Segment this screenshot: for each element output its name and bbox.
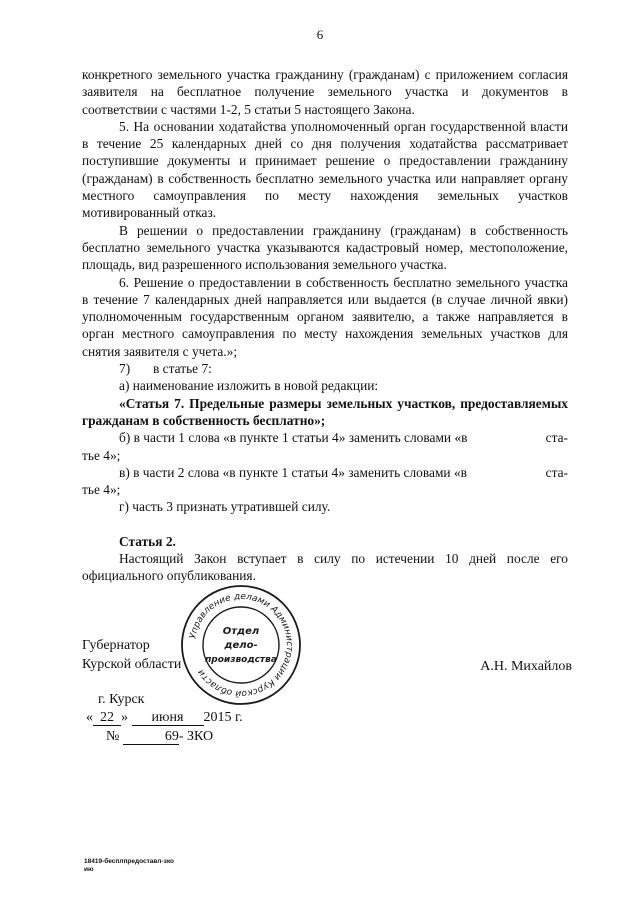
signing-date — [86, 708, 243, 727]
date-close-quote: » — [121, 710, 128, 725]
paragraph-6: 6. Решение о предоставлении в собственность бесплатно земельного участка в течение 7 календарных дней направляется или выдается (в случае личной явки) уполномоченным государственным органом заявителю, а также направляется в орган местного самоуправления по месту нахождения земельных участков для снятия заявителя с учета.»; — [82, 274, 568, 359]
footer-code-line2: ию — [84, 866, 94, 873]
subitem-a: а) наименование изложить в новой редакции: — [119, 378, 379, 394]
article-2-title: Статья 2. — [119, 533, 176, 549]
paragraph-decision-content: В решении о предоставлении гражданину (гражданам) в собственность бесплатно земельного участка указываются кадастровый номер, местоположение, площадь, вид разрешенного использования земельного участка. — [82, 222, 568, 273]
page-number: 6 — [316, 27, 324, 42]
subitem-c-hyphen: ста- — [545, 464, 568, 480]
item-7-text: в статье 7: — [153, 361, 212, 377]
paragraph-continuation: конкретного земельного участка гражданину (гражданам) с приложением согласия заявителя на бесплатное получение земельного участка и документов в соответствии с частями 1-2, 5 статьи 5 настоящего Закона. — [82, 67, 568, 117]
paragraph-5: 5. На основании ходатайства уполномоченный орган государственной власти в течение 25 календарных дней со дня получения ходатайства рассматривает поступившие документы и принимает решение о предоставлении гражданину (гражданам) в собственность бесплатно земельного участка или направляет органу местного самоуправления по месту нахождения земельных участков мотивированный отказ. — [82, 118, 568, 221]
item-7-number: 7) — [119, 361, 131, 377]
number-suffix: - ЗКО — [178, 729, 214, 744]
subitem-c-continuation: тье 4»; — [82, 482, 121, 498]
subitem-b-text: б) в части 1 слова «в пункте 1 статьи 4» заменить словами «в — [119, 430, 468, 446]
item-7 — [82, 360, 568, 377]
subitem-b-line — [82, 429, 568, 446]
date-open-quote: « — [86, 710, 93, 725]
stamp-center-line2: дело- — [224, 640, 258, 651]
stamp-center-line1: Отдел — [222, 626, 260, 637]
place-of-signing: г. Курск — [98, 692, 145, 707]
signatory-name: А.Н. Михайлов — [480, 659, 572, 674]
signatory-position-line2: Курской области — [82, 657, 182, 672]
date-day: 22 — [93, 710, 121, 726]
date-month: июня — [132, 710, 204, 726]
stamp-center-line3: производства — [205, 655, 277, 665]
law-text-body — [82, 66, 568, 585]
date-year: 2015 г. — [203, 710, 243, 725]
subitem-b-continuation: тье 4»; — [82, 447, 121, 463]
number-prefix: № — [106, 729, 120, 744]
article-7-new-title: «Статья 7. Предельные размеры земельных участков, предоставляемых гражданам в собственность бесплатно»; — [82, 395, 568, 428]
stamp-ring-text: Управление делами Администрации Курской области — [188, 591, 295, 699]
footer-code-line1: 18419-бесплпредоставл-зко — [84, 858, 174, 865]
subitem-c-line — [82, 464, 568, 481]
article-2-text: Настоящий Закон вступает в силу по истечении 10 дней после его официального опубликования. — [82, 551, 568, 584]
law-number — [106, 727, 213, 746]
footer-file-code — [84, 858, 214, 874]
number-value: 69 — [123, 729, 179, 745]
subitem-g: г) часть 3 признать утратившей силу. — [119, 499, 331, 515]
subitem-b-hyphen: ста- — [545, 430, 568, 446]
office-stamp — [178, 582, 304, 708]
signatory-position-line1: Губернатор — [82, 638, 150, 653]
signature-block — [82, 636, 572, 674]
subitem-c-text: в) в части 2 слова «в пункте 1 статьи 4» заменить словами «в — [119, 464, 467, 480]
